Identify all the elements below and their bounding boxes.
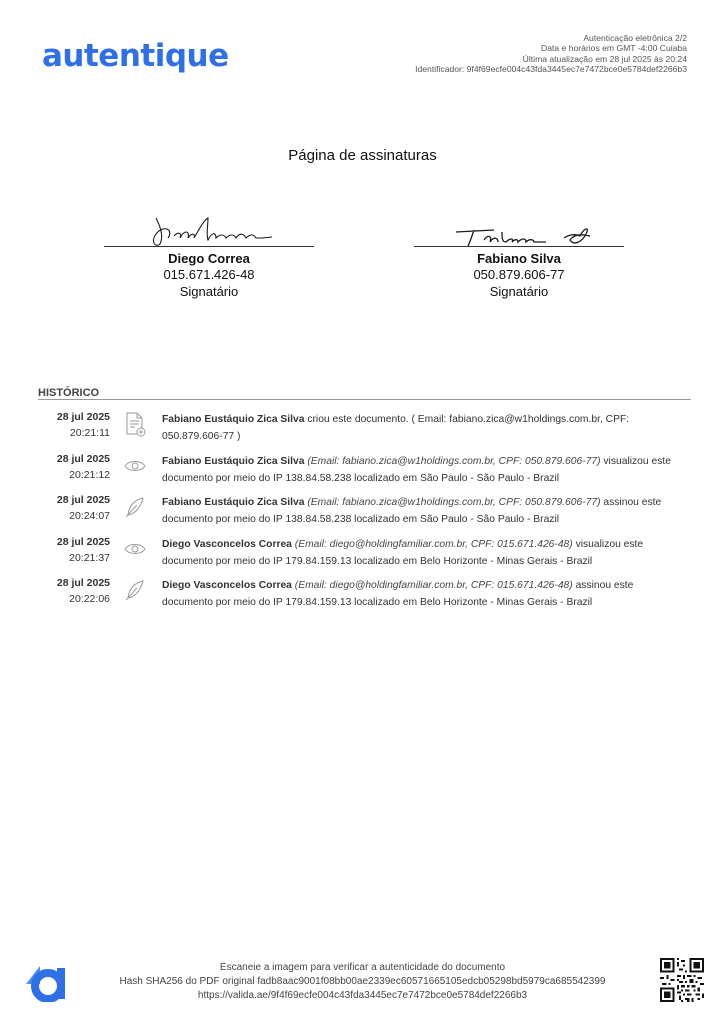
event-date: 28 jul 2025 bbox=[56, 535, 110, 548]
event-time: 20:22:06 bbox=[69, 593, 110, 605]
verification-footer bbox=[0, 961, 725, 1003]
event-description bbox=[162, 453, 672, 487]
event-actor: Diego Vasconcelos Correa bbox=[162, 580, 292, 591]
event-date: 28 jul 2025 bbox=[56, 452, 110, 465]
signature-line bbox=[414, 246, 624, 247]
event-actor: Fabiano Eustáquio Zica Silva bbox=[162, 414, 305, 425]
page-title: Página de assinaturas bbox=[288, 147, 437, 164]
event-action: assinou este documento por meio do IP 179.84.159.13 localizado em Belo Horizonte - Minas Gerais - Brazil bbox=[162, 580, 634, 608]
signer-role: Signatário bbox=[489, 284, 549, 299]
handwritten-signature-fabiano bbox=[414, 212, 624, 248]
feather-icon bbox=[122, 577, 148, 603]
handwritten-signature-diego bbox=[104, 212, 314, 248]
event-details: (Email: diego@holdingfamiliar.com.br, CPF: 015.671.426-48) bbox=[291, 538, 573, 550]
feather-icon bbox=[122, 494, 148, 520]
document-hash: Hash SHA256 do PDF original fadb8aac9001f08bb00ae2339ec60571665105edcb05298bd5979ca685542399 bbox=[119, 976, 606, 987]
history-event bbox=[38, 409, 691, 451]
event-description bbox=[162, 536, 672, 570]
verification-url[interactable]: https://valida.ae/9f4f69ecfe004c43fda3445ec7e7472bce0e5784def2266b3 bbox=[197, 990, 528, 1001]
event-time: 20:21:11 bbox=[69, 427, 110, 439]
signer-cpf: 015.671.426-48 bbox=[163, 267, 255, 282]
event-description bbox=[162, 411, 672, 445]
event-date: 28 jul 2025 bbox=[56, 411, 110, 423]
signer-name: Fabiano Silva bbox=[477, 251, 561, 266]
event-date: 28 jul 2025 bbox=[56, 577, 110, 589]
event-date: 28 jul 2025 bbox=[56, 494, 110, 506]
autentique-logo: autentique bbox=[42, 38, 229, 74]
eye-icon bbox=[122, 536, 148, 562]
signer-name: Diego Correa bbox=[168, 251, 250, 266]
signer-role: Signatário bbox=[179, 284, 239, 299]
history-events bbox=[38, 409, 691, 617]
event-action: visualizou este documento por meio do IP 179.84.159.13 localizado em Belo Horizonte - Minas Gerais - Brazil bbox=[162, 538, 644, 567]
event-time: 20:24:07 bbox=[69, 510, 110, 522]
event-action: criou este documento. ( Email: fabiano.zica@w1holdings.com.br, CPF: 050.879.606-77 ) bbox=[162, 414, 630, 442]
meta-identifier: Identificador: 9f4f69ecfe004c43fda3445ec7e7472bce0e5784def2266b3 bbox=[415, 64, 687, 75]
history-event bbox=[38, 492, 691, 534]
event-actor: Diego Vasconcelos Correa bbox=[162, 538, 292, 550]
event-details: (Email: fabiano.zica@w1holdings.com.br, CPF: 050.879.606-77) bbox=[304, 455, 601, 467]
signature-block-diego bbox=[104, 212, 314, 300]
meta-timezone: Data e horários em GMT -4:00 Cuiaba bbox=[540, 43, 687, 54]
document-add-icon bbox=[122, 411, 148, 437]
event-time: 20:21:37 bbox=[69, 551, 110, 564]
qr-code bbox=[660, 958, 704, 1002]
event-details: (Email: diego@holdingfamiliar.com.br, CPF: 015.671.426-48) bbox=[291, 580, 573, 591]
history-event bbox=[38, 534, 691, 576]
event-action: visualizou este documento por meio do IP 138.84.58.238 localizado em São Paulo - São Paulo - Brazil bbox=[162, 455, 671, 484]
history-divider bbox=[38, 399, 691, 400]
eye-icon bbox=[122, 453, 148, 479]
document-metadata bbox=[415, 33, 687, 75]
event-actor: Fabiano Eustáquio Zica Silva bbox=[162, 497, 305, 508]
signature-block-fabiano bbox=[414, 212, 624, 300]
event-action: assinou este documento por meio do IP 138.84.58.238 localizado em São Paulo - São Paulo - Brazil bbox=[162, 497, 662, 525]
event-time: 20:21:12 bbox=[69, 468, 110, 481]
meta-last-update: Última atualização em 28 jul 2025 às 20:24 bbox=[522, 53, 687, 64]
signer-cpf: 050.879.606-77 bbox=[473, 267, 565, 282]
history-event bbox=[38, 451, 691, 493]
event-description bbox=[162, 494, 672, 528]
history-title: HISTÓRICO bbox=[38, 387, 100, 399]
event-details: (Email: fabiano.zica@w1holdings.com.br, CPF: 050.879.606-77) bbox=[304, 497, 601, 508]
meta-auth-page: Autenticação eletrônica 2/2 bbox=[583, 33, 687, 43]
signature-line bbox=[104, 246, 314, 247]
event-description bbox=[162, 577, 672, 611]
event-actor: Fabiano Eustáquio Zica Silva bbox=[162, 455, 305, 467]
history-event bbox=[38, 575, 691, 617]
verification-instruction: Escaneie a imagem para verificar a autenticidade do documento bbox=[219, 962, 506, 973]
